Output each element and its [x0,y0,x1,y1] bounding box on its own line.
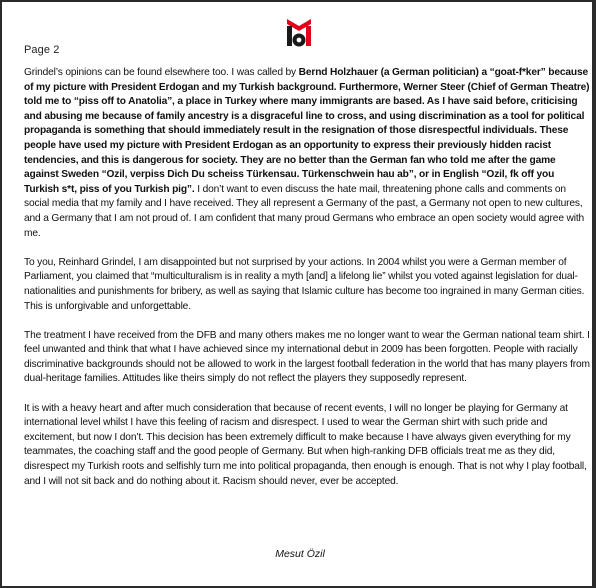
text-run: To you, Reinhard Grindel, I am disappointed but not surprised by your actions. In 2004 whilst you were a German member of Parliament, you claimed that “multiculturalism is in reality a myth [and] a lifelong lie” whilst you voted against legislation for dual-nationalities and punishments for bribery, as well as saying that Islamic culture has become too ingrained in many German cities. This is unforgivable and unforgettable. [24,256,585,312]
body-paragraph [24,402,590,490]
text-run: The treatment I have received from the DFB and many others makes me no longer want to wear the German national team shirt. I feel unwanted and think that what I have achieved since my international debut in 2009 has been forgotten. People with racially discriminative backgrounds should not be allowed to work in the largest football federation in the world that has many players from dual-heritage families. Attitudes like theirs simply do not reflect the players they supposedly represent. [24,329,590,385]
text-run: It is with a heavy heart and after much consideration that because of recent events, I will no longer be playing for Germany at international level whilst I have this feeling of racism and disrespect. I used to wear the German shirt with such pride and excitement, but now I don’t. This decision has been extremely difficult to make because I have always given everything for my teammates, the coaching staff and the good people of Germany. But when high-ranking DFB officials treat me as they did, disrespect my Turkish roots and selfishly turn me into political propaganda, then enough is enough. That is not why I play football, and I will not sit back and do nothing about it. Racism should never, ever be accepted. [24,402,587,487]
letter-page [2,2,592,586]
mo-monogram-logo-icon [283,16,315,52]
letter-body [24,66,590,504]
text-run: I don’t want to even discuss the hate mail, threatening phone calls and comments on social media that my family and I have received. They all represent a Germany of the past, a Germany not open to new cultures, and a Germany that I am not proud of. I am confident that many proud Germans who embrace an open society would agree with me. [24,183,585,239]
body-paragraph [24,66,590,241]
body-paragraph [24,329,590,387]
bold-text-run: Bernd Holzhauer (a German politician) a “goat-f*ker” because of my picture with President Erdogan and my Turkish background. Furthermore, Werner Steer (Chief of German Theatre) told me to “piss off to Anatolia”, a place in Turkey where many immigrants are based. As I have said before, criticising and abusing me because of family ancestry is a disgraceful line to cross, and using discrimination as a tool for political propaganda is something that should immediately result in the resignation of those disrespectful individuals. These people have used my picture with President Erdogan as an opportunity to express their previously hidden racist tendencies, and this is dangerous for society. They are no better than the German fan who told me after the game against Sweden “Ozil, verpiss Dich Du scheiss Türkensau. Türkenschwein hau ab”, or in English “Ozil, fk off you Turkish s*t, piss of you Turkish pig”. [24,67,590,195]
text-run: Grindel’s opinions can be found elsewhere too. I was called by [24,67,299,78]
body-paragraph [24,256,590,314]
signature: Mesut Özil [275,548,325,560]
page-number-label: Page 2 [24,44,60,56]
